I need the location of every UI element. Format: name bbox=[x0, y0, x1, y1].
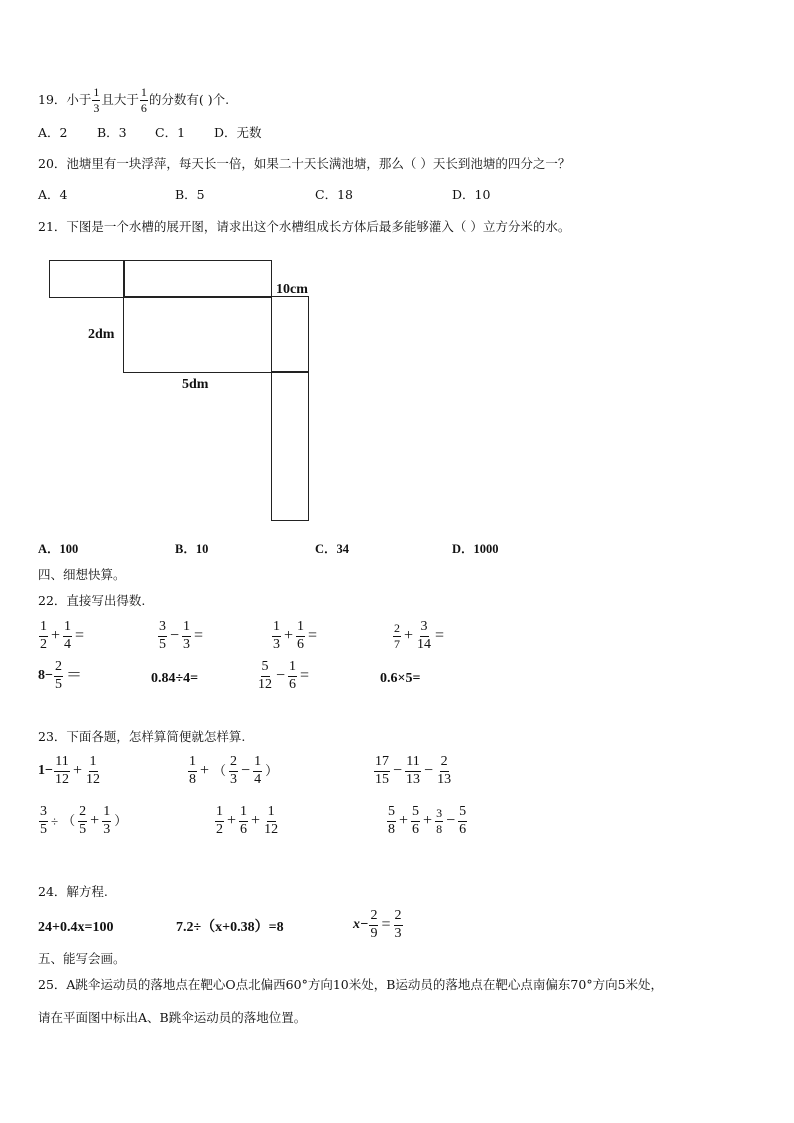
q24-title: 24．解方程. bbox=[38, 884, 108, 899]
fraction: $\frac{1}{4}$ bbox=[64, 619, 72, 652]
q20-option-b: B．5 bbox=[175, 187, 205, 202]
net-long-side-face bbox=[271, 371, 309, 521]
q22-expr-1: $\frac{1}{2}$ + $\frac{1}{4}$ = bbox=[40, 619, 85, 652]
fraction: $\frac{3}{14}$ bbox=[417, 619, 432, 652]
q25-line-1: 25．A跳伞运动员的落地点在靶心O点北偏西60°方向10米处，B运动员的落地点在靶心点南偏东70°方向5米处， bbox=[38, 977, 664, 992]
fraction: $\frac{5}{6}$ bbox=[459, 804, 467, 837]
q21-option-c: C．34 bbox=[315, 542, 350, 556]
q20-option-d: D．10 bbox=[452, 187, 491, 202]
fraction: $\frac{5}{12}$ bbox=[258, 659, 272, 692]
q22-expr-7: $\frac{5}{12}$ − $\frac{1}{6}$ = bbox=[258, 659, 310, 692]
q24-equation-1: 24+0.4x=100 bbox=[38, 920, 114, 935]
fraction: $\frac{1}{6}$ bbox=[240, 804, 248, 837]
net-right-face bbox=[271, 296, 309, 373]
q19-mid: 且大于 bbox=[101, 91, 139, 107]
fraction: $\frac{5}{6}$ bbox=[412, 804, 420, 837]
fraction: $\frac{17}{15}$ bbox=[375, 754, 389, 787]
fraction: $\frac{1}{2}$ bbox=[40, 619, 47, 652]
fraction: $\frac{1}{3}$ bbox=[103, 804, 111, 837]
fraction: $\frac{1}{12}$ bbox=[264, 804, 279, 837]
fraction: $\frac{1}{3}$ bbox=[273, 619, 280, 652]
fraction: $\frac{3}{5}$ bbox=[40, 804, 47, 837]
fraction: $\frac{11}{13}$ bbox=[406, 754, 421, 787]
net-top-left-face bbox=[49, 260, 125, 298]
fraction: $\frac{1}{2}$ bbox=[216, 804, 223, 837]
fraction: $\frac{2}{5}$ bbox=[54, 659, 62, 692]
q19-option-c: C．1 bbox=[155, 125, 186, 140]
q19-suffix: 的分数有( )个. bbox=[148, 91, 230, 107]
fraction: $\frac{2}{5}$ bbox=[79, 804, 87, 837]
fraction: $\frac{2}{13}$ bbox=[437, 754, 452, 787]
q23-expr-4: $\frac{3}{5}$ ÷ （ $\frac{2}{5}$ + $\frac{1}{3}$ ） bbox=[40, 804, 128, 837]
q23-expr-2: $\frac{1}{8}$ + （ $\frac{2}{3}$ − $\frac{1}{4}$ ） bbox=[189, 754, 279, 787]
fraction: $\frac{11}{12}$ bbox=[54, 754, 69, 787]
fraction: $\frac{1}{6}$ bbox=[140, 85, 147, 115]
q19 bbox=[38, 86, 229, 114]
q22-expr-5: 8− $\frac{2}{5}$ ＝ bbox=[38, 659, 82, 692]
q21-option-a: A．100 bbox=[38, 542, 79, 556]
q22-expr-6: 0.84÷4= bbox=[151, 671, 199, 686]
fraction: $\frac{2}{3}$ bbox=[230, 754, 238, 787]
fraction: $\frac{2}{9}$ bbox=[370, 908, 378, 941]
q22-title: 22．直接写出得数. bbox=[38, 593, 146, 608]
fraction: $\frac{2}{3}$ bbox=[394, 908, 402, 941]
q23-expr-3: $\frac{17}{15}$ − $\frac{11}{13}$ − $\frac{2}{13}$ bbox=[375, 754, 452, 787]
section4-heading: 四、细想快算。 bbox=[38, 567, 126, 582]
q23-expr-1: 1− $\frac{11}{12}$ + $\frac{1}{12}$ bbox=[38, 754, 101, 787]
label-height: 10cm bbox=[276, 282, 308, 297]
q20-option-a: A．4 bbox=[38, 187, 68, 202]
q24-equation-2: 7.2÷（x+0.38）=8 bbox=[176, 920, 284, 935]
fraction: $\frac{5}{8}$ bbox=[388, 804, 395, 837]
fraction: $\frac{1}{3}$ bbox=[183, 619, 191, 652]
q23-title: 23．下面各题，怎样算简便就怎样算. bbox=[38, 729, 246, 744]
q22-expr-3: $\frac{1}{3}$ + $\frac{1}{6}$ = bbox=[273, 619, 318, 652]
fraction: $\frac{1}{6}$ bbox=[297, 619, 305, 652]
q23-expr-6: $\frac{5}{8}$ + $\frac{5}{6}$ + $\frac{3}{8}$ − $\frac{5}{6}$ bbox=[388, 804, 467, 837]
q20-option-c: C．18 bbox=[315, 187, 353, 202]
label-width: 2dm bbox=[88, 327, 115, 342]
fraction: $\frac{1}{12}$ bbox=[86, 754, 101, 787]
q24-equation-3: x− $\frac{2}{9}$ = $\frac{2}{3}$ bbox=[353, 908, 402, 941]
fraction: $\frac{1}{8}$ bbox=[189, 754, 196, 787]
q25-line-2: 请在平面图中标出A、B跳伞运动员的落地位置。 bbox=[38, 1010, 307, 1025]
q21-text: 21．下图是一个水槽的展开图，请求出这个水槽组成长方体后最多能够灌入（ ）立方分米的水。 bbox=[38, 219, 571, 234]
q20-text: 20．池塘里有一块浮萍，每天长一倍，如果二十天长满池塘，那么（ ）天长到池塘的四分之一？ bbox=[38, 156, 571, 171]
q19-option-b: B．3 bbox=[97, 125, 127, 140]
section5-heading: 五、能写会画。 bbox=[38, 951, 126, 966]
fraction: $\frac{1}{3}$ bbox=[93, 85, 100, 115]
q19-option-d: D．无数 bbox=[214, 125, 262, 140]
net-bottom-face bbox=[123, 296, 272, 373]
q22-expr-2: $\frac{3}{5}$ − $\frac{1}{3}$ = bbox=[159, 619, 204, 652]
q22-expr-8: 0.6×5= bbox=[380, 671, 421, 686]
q19-option-a: A．2 bbox=[38, 125, 68, 140]
q23-expr-5: $\frac{1}{2}$ + $\frac{1}{6}$ + $\frac{1}{12}$ bbox=[216, 804, 279, 837]
fraction: $\frac{1}{6}$ bbox=[289, 659, 297, 692]
q21-option-b: B．10 bbox=[175, 542, 209, 556]
q22-expr-4: $\frac{2}{7}$ + $\frac{3}{14}$ = bbox=[394, 619, 445, 652]
label-length: 5dm bbox=[182, 377, 209, 392]
net-top-face bbox=[123, 260, 272, 298]
q21-option-d: D．1000 bbox=[452, 542, 499, 556]
fraction: $\frac{1}{4}$ bbox=[254, 754, 262, 787]
q19-prefix: 19．小于 bbox=[38, 91, 92, 107]
fraction: $\frac{2}{7}$ bbox=[394, 621, 400, 651]
fraction: $\frac{3}{5}$ bbox=[159, 619, 166, 652]
fraction: $\frac{3}{8}$ bbox=[436, 806, 443, 836]
